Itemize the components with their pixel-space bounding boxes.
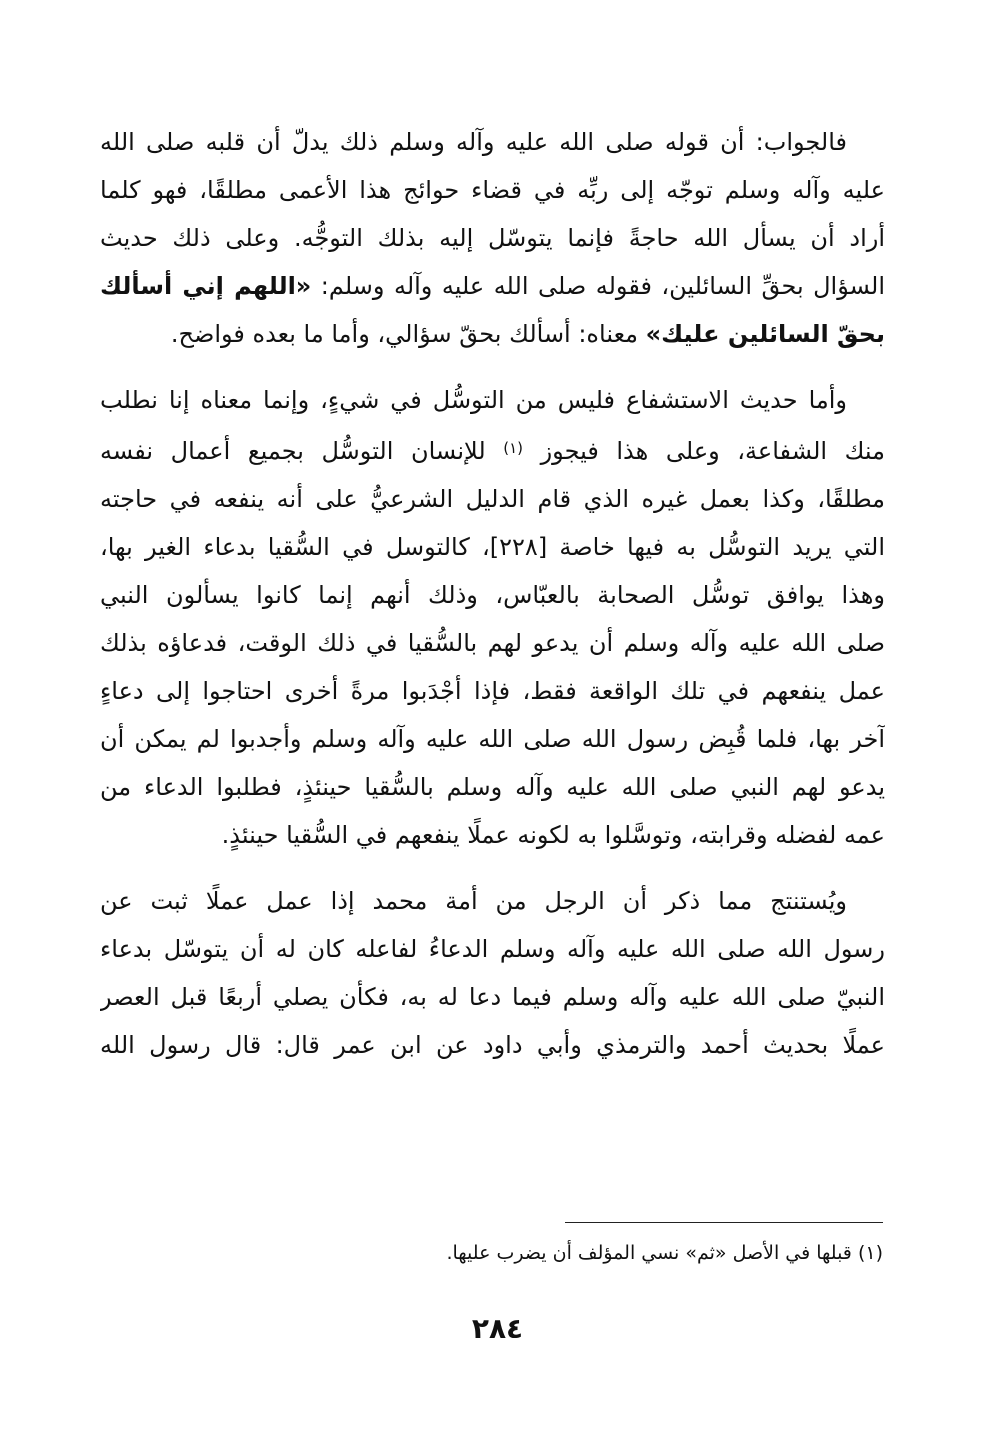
text-line: عملًا بحديث أحمد والترمذي وأبي داود عن ابن عمر قال: قال رسول الله bbox=[100, 1031, 885, 1059]
text-line: التي يريد التوسُّل به فيها خاصة [٢٢٨]، كالتوسل في السُّقيا بدعاء الغير بها، bbox=[100, 533, 885, 561]
footnote-marker: (١) bbox=[857, 1242, 883, 1264]
text-line: عليه وآله وسلم توجّه إلى ربِّه في قضاء حوائج هذا الأعمى مطلقًا، فهو كلما bbox=[100, 176, 885, 204]
text-line: وأما حديث الاستشفاع فليس من التوسُّل في شيءٍ، وإنما معناه إنا نطلب bbox=[100, 386, 847, 414]
paragraph-answer bbox=[100, 118, 885, 358]
text-line: مطلقًا، وكذا بعمل غيره الذي قام الدليل الشرعيُّ على أنه ينفعه في حاجته bbox=[100, 485, 885, 513]
text-segment: منك الشفاعة، وعلى هذا فيجوز bbox=[540, 437, 885, 465]
text-line: آخر بها، فلما قُبِض رسول الله صلى الله عليه وآله وسلم وأجدبوا لم يمكن أن bbox=[100, 725, 885, 753]
footnote bbox=[300, 1238, 883, 1268]
text-line: وهذا يوافق توسُّل الصحابة بالعبّاس، وذلك أنهم إنما كانوا يسألون النبي bbox=[100, 581, 885, 609]
footnote-text: قبلها في الأصل «ثم» نسي المؤلف أن يضرب عليها. bbox=[446, 1242, 852, 1264]
text-line: النبيّ صلى الله عليه وآله وسلم فيما دعا له به، فكأن يصلي أربعًا قبل العصر bbox=[100, 983, 885, 1011]
text-line: يدعو لهم النبي صلى الله عليه وآله وسلم بالسُّقيا حينئذٍ، فطلبوا الدعاء من bbox=[100, 773, 885, 801]
main-text bbox=[100, 118, 885, 1087]
text-line: بحقّ السائلين عليك» معناه: أسألك بحقّ سؤالي، وأما ما بعده فواضح. bbox=[170, 320, 885, 348]
text-line: رسول الله صلى الله عليه وآله وسلم الدعاءُ لفاعله كان له أن يتوسّل بدعاء bbox=[100, 935, 885, 963]
text-line: صلى الله عليه وآله وسلم أن يدعو لهم بالسُّقيا في ذلك الوقت، فدعاؤه بذلك bbox=[100, 629, 885, 657]
text-line: ويُستنتج مما ذكر أن الرجل من أمة محمد إذا عمل عملًا ثبت عن bbox=[100, 887, 847, 915]
page-number: ٢٨٤ bbox=[471, 1312, 524, 1345]
text-segment: للإنسان التوسُّل بجميع أعمال نفسه bbox=[100, 437, 486, 465]
text-line: أراد أن يسأل الله حاجةً فإنما يتوسّل إليه بذلك التوجُّه. وعلى ذلك حديث bbox=[100, 224, 885, 252]
quoted-supplication: «اللهم إني أسألك bbox=[100, 272, 312, 300]
text-line: السؤال بحقِّ السائلين، فقوله صلى الله عليه وآله وسلم: «اللهم إني أسألك bbox=[100, 272, 885, 300]
quoted-supplication: بحقّ السائلين عليك» bbox=[645, 320, 885, 348]
paragraph-conclusion bbox=[100, 877, 885, 1069]
paragraph-istishfa bbox=[100, 376, 885, 859]
footnote-divider bbox=[565, 1222, 883, 1223]
footnote-reference[interactable]: (١) bbox=[503, 439, 524, 457]
text-line: عمل ينفعهم في تلك الواقعة فقط، فإذا أجْدَبوا مرةً أخرى احتاجوا إلى دعاءٍ bbox=[100, 677, 885, 705]
text-line: فالجواب: أن قوله صلى الله عليه وآله وسلم ذلك يدلّ أن قلبه صلى الله bbox=[100, 128, 847, 156]
text-line-with-footnote bbox=[100, 424, 885, 475]
text-line: عمه لفضله وقرابته، وتوسَّلوا به لكونه عملًا ينفعهم في السُّقيا حينئذٍ. bbox=[221, 821, 885, 849]
